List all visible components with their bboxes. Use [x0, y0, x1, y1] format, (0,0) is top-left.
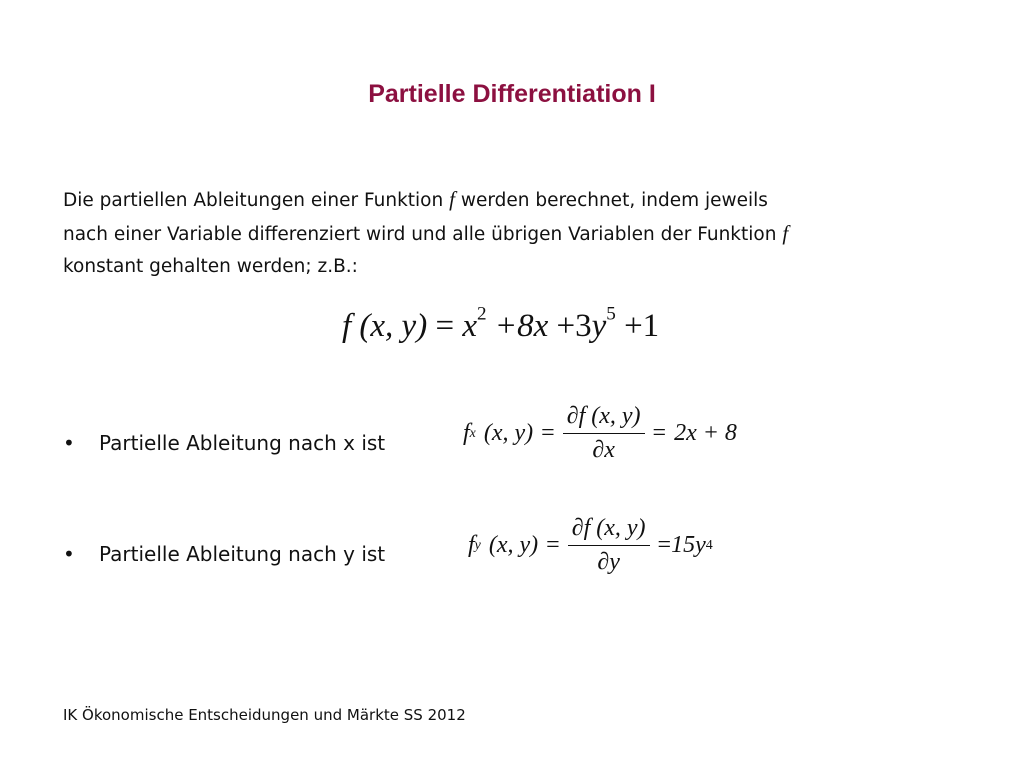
eq-fn: f: [468, 532, 475, 558]
partial-fraction: [568, 515, 650, 576]
main-eq-term1-exp: 2: [476, 303, 487, 325]
main-eq-term1-base: x: [462, 308, 477, 344]
intro-line-1: [63, 183, 963, 217]
bullet-partial-x: [63, 431, 385, 455]
result: 15y: [671, 532, 706, 558]
eq-args: (x, y): [488, 532, 539, 558]
result: 2x + 8: [674, 420, 737, 446]
intro-function-symbol-2: f: [782, 221, 789, 245]
main-eq-term3-base: y: [591, 308, 607, 344]
intro-paragraph: [63, 183, 963, 283]
main-eq-term3-coef: +3: [556, 308, 592, 344]
bullet-text: Partielle Ableitung nach x ist: [99, 431, 386, 455]
eq-equals: =: [541, 420, 555, 446]
fraction-denominator: ∂x: [592, 437, 615, 463]
main-equation: [342, 303, 660, 345]
eq-equals: =: [546, 532, 560, 558]
fraction-numerator: ∂f (x, y): [568, 515, 650, 546]
partial-fraction: [563, 403, 645, 464]
slide-title: Partielle Differentiation I: [368, 80, 656, 108]
eq-fn: f: [463, 420, 470, 446]
main-eq-equals: =: [435, 308, 455, 344]
bullet-marker: •: [63, 431, 75, 455]
main-eq-term3-exp: 5: [606, 303, 616, 325]
fraction-numerator: ∂f (x, y): [563, 403, 645, 434]
intro-line-2-before: nach einer Variable differenziert wird und alle übrigen Variablen der Funktion: [63, 224, 783, 245]
result-equals: =: [657, 532, 672, 558]
intro-function-symbol: f: [449, 187, 455, 211]
eq-args: (x, y): [483, 420, 534, 446]
partial-y-equation: f y (x, y) = $\frac{\partial f (x, y)}{\partial y}$ = 15y 4: [468, 515, 713, 575]
footer-text: IK Ökonomische Entscheidungen und Märkte SS 2012: [63, 706, 466, 724]
intro-line-2: [63, 217, 963, 251]
bullet-marker: •: [63, 542, 75, 566]
partial-x-equation: f x (x, y) = $\frac{\partial f (x, y)}{\partial x}$ = 2x + 8: [463, 403, 737, 463]
main-eq-term2: +8x: [494, 308, 549, 344]
intro-line-3: konstant gehalten werden; z.B.:: [63, 256, 358, 277]
fraction-denominator: ∂y: [597, 549, 620, 575]
result-equals: =: [652, 420, 667, 446]
main-eq-term4: +1: [624, 308, 660, 344]
intro-line-1-before: Die partiellen Ableitungen einer Funktion: [63, 190, 450, 211]
intro-line-1-after: werden berechnet, indem jeweils: [454, 190, 768, 211]
bullet-partial-y: [63, 542, 385, 566]
main-eq-lhs: f (x, y): [342, 308, 428, 344]
bullet-text: Partielle Ableitung nach y ist: [99, 542, 386, 566]
